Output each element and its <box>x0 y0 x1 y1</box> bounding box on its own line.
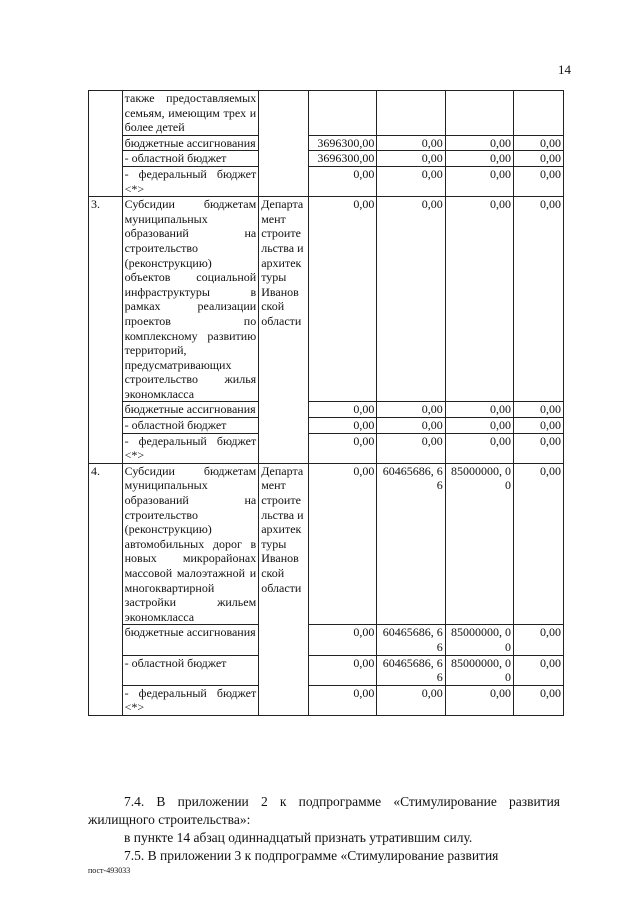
value-cell <box>377 91 445 136</box>
funding-source-label: бюджетные ассигнования <box>122 625 259 655</box>
value-cell: 0,00 <box>445 433 513 463</box>
value-cell <box>309 91 377 136</box>
value-cell: 0,00 <box>445 166 513 196</box>
value-cell: 0,00 <box>513 402 563 418</box>
responsible-department: Департа мент строите льства и архитек туры Иванов ской области <box>259 197 309 464</box>
value-cell: 0,00 <box>377 685 445 715</box>
funding-source-label: - федеральный бюджет <*> <box>122 685 259 715</box>
value-cell: 0,00 <box>309 433 377 463</box>
funding-source-label: - областной бюджет <box>122 418 259 434</box>
item-description: также предоставляемых семьям, имеющим трех и более детей <box>122 91 259 136</box>
value-cell <box>513 91 563 136</box>
item-number <box>89 91 123 197</box>
value-cell: 60465686, 66 <box>377 463 445 625</box>
funding-source-label: бюджетные ассигнования <box>122 402 259 418</box>
value-cell: 0,00 <box>513 463 563 625</box>
page-number: 14 <box>558 62 571 77</box>
funding-source-label: - федеральный бюджет <*> <box>122 166 259 196</box>
value-cell: 85000000, 00 <box>445 655 513 685</box>
value-cell: 0,00 <box>513 151 563 167</box>
value-cell: 0,00 <box>513 166 563 196</box>
funding-source-label: - федеральный бюджет <*> <box>122 433 259 463</box>
table-subrow <box>89 402 564 418</box>
value-cell: 0,00 <box>513 135 563 151</box>
value-cell: 0,00 <box>445 418 513 434</box>
paragraph-clause-14: в пункте 14 абзац одиннадцатый признать утратившим силу. <box>124 830 473 845</box>
value-cell: 0,00 <box>513 197 563 402</box>
value-cell: 0,00 <box>513 625 563 655</box>
value-cell: 0,00 <box>377 197 445 402</box>
table-row <box>89 91 564 136</box>
value-cell: 0,00 <box>513 418 563 434</box>
value-cell: 0,00 <box>445 402 513 418</box>
value-cell: 85000000, 00 <box>445 463 513 625</box>
value-cell: 60465686, 66 <box>377 655 445 685</box>
value-cell: 0,00 <box>445 151 513 167</box>
value-cell: 0,00 <box>445 197 513 402</box>
value-cell: 0,00 <box>377 433 445 463</box>
responsible-department <box>259 91 309 197</box>
value-cell <box>445 91 513 136</box>
value-cell: 0,00 <box>309 625 377 655</box>
item-description: Субсидии бюджетам муниципальных образований на строительство (реконструкцию) объектов социальной инфраструктуры в рамках реализации проектов по комплексному развитию территорий, предусматривающих строительство жилья экономкласса <box>122 197 259 402</box>
value-cell: 0,00 <box>513 655 563 685</box>
value-cell: 0,00 <box>309 685 377 715</box>
table-subrow <box>89 433 564 463</box>
value-cell: 3696300,00 <box>309 135 377 151</box>
value-cell: 0,00 <box>377 135 445 151</box>
value-cell: 3696300,00 <box>309 151 377 167</box>
table-row <box>89 197 564 402</box>
item-number: 3. <box>89 197 123 464</box>
value-cell: 0,00 <box>309 655 377 685</box>
budget-table <box>88 90 564 716</box>
responsible-department: Департа мент строите льства и архитек туры Иванов ской области <box>259 463 309 715</box>
table-subrow <box>89 625 564 655</box>
table-row <box>89 463 564 625</box>
value-cell: 60465686, 66 <box>377 625 445 655</box>
value-cell: 0,00 <box>513 433 563 463</box>
value-cell: 0,00 <box>445 685 513 715</box>
item-number: 4. <box>89 463 123 715</box>
table-subrow <box>89 418 564 434</box>
item-description: Субсидии бюджетам муниципальных образований на строительство (реконструкцию) автомобильных дорог в новых микрорайонах массовой малоэтажной и многоквартирной застройки жильем экономкласса <box>122 463 259 625</box>
value-cell: 0,00 <box>377 151 445 167</box>
value-cell: 0,00 <box>377 166 445 196</box>
value-cell: 0,00 <box>445 135 513 151</box>
value-cell: 0,00 <box>309 402 377 418</box>
value-cell: 0,00 <box>309 463 377 625</box>
footer-code: пост-493033 <box>88 866 131 875</box>
paragraph-7-4: 7.4. В приложении 2 к подпрограмме «Стимулирование развития жилищного строительства»: <box>88 794 560 827</box>
table-subrow <box>89 135 564 151</box>
table-subrow <box>89 685 564 715</box>
value-cell: 0,00 <box>377 402 445 418</box>
funding-source-label: - областной бюджет <box>122 151 259 167</box>
table-subrow <box>89 151 564 167</box>
table-subrow <box>89 655 564 685</box>
table-subrow <box>89 166 564 196</box>
value-cell: 0,00 <box>513 685 563 715</box>
value-cell: 0,00 <box>377 418 445 434</box>
funding-source-label: - областной бюджет <box>122 655 259 685</box>
value-cell: 0,00 <box>309 197 377 402</box>
funding-source-label: бюджетные ассигнования <box>122 135 259 151</box>
value-cell: 0,00 <box>309 418 377 434</box>
paragraph-7-5: 7.5. В приложении 3 к подпрограмме «Стимулирование развития <box>124 848 499 863</box>
value-cell: 85000000, 00 <box>445 625 513 655</box>
value-cell: 0,00 <box>309 166 377 196</box>
